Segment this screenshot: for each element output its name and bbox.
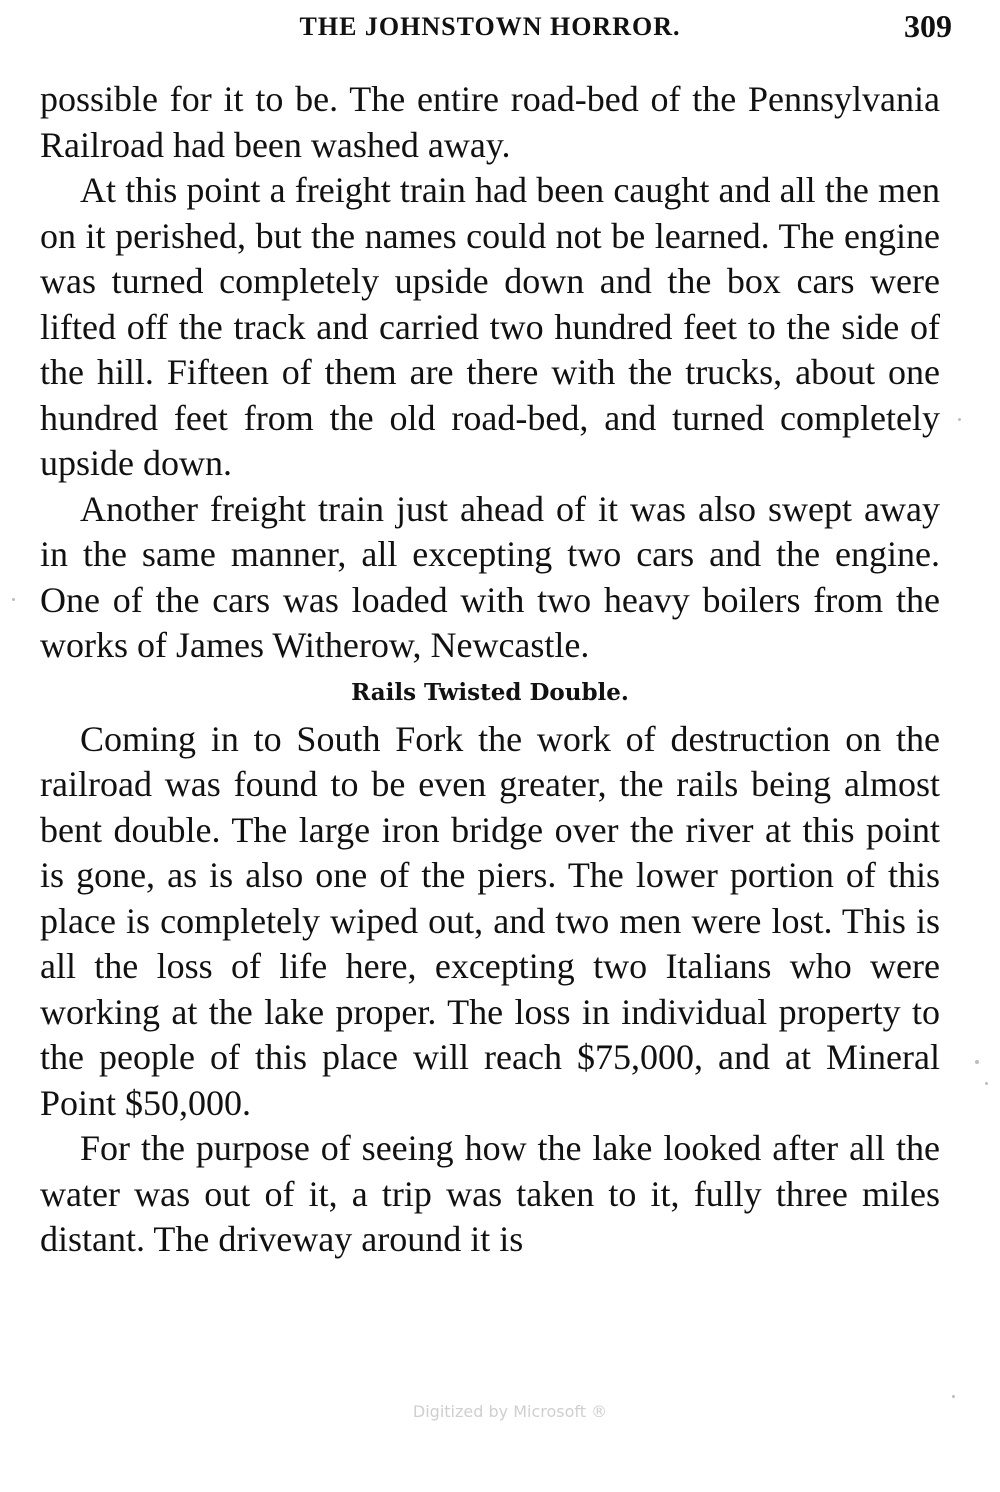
section-subheading: Rails Twisted Double. [351, 678, 629, 706]
watermark: Digitized by Microsoft ® [412, 1402, 608, 1421]
paragraph-continued: possible for it to be. The entire road-bed of the Pennsylvania Railroad had been washed away. [40, 79, 940, 165]
page-number: 309 [904, 8, 952, 44]
scan-speck [12, 598, 15, 601]
scan-speck [985, 1082, 988, 1085]
body-text [40, 77, 940, 1263]
paragraph-freight-train: At this point a freight train had been caught and all the men on it perished, but the names could not be learned. The engine was turned completely upside down and the box cars were lifted off the track and carried two hundred feet to the side of the hill. Fifteen of them are there with the trucks, about one hundred feet from the old road-bed, and turned completely upside down. [40, 170, 940, 483]
paragraph-south-fork: Coming in to South Fork the work of destruction on the railroad was found to be even greater, the rails being almost bent double. The large iron bridge over the river at this point is gone, as is also one of the piers. The lower portion of this place is completely wiped out, and two men were lost. This is all the loss of life here, excepting two Italians who were working at the lake proper. The loss in individual property to the people of this place will reach $75,000, and at Mineral Point $50,000. [40, 718, 940, 1123]
scan-speck [952, 1395, 955, 1398]
running-title: THE JOHNSTOWN HORROR. [299, 12, 681, 41]
running-head [40, 8, 952, 48]
scan-speck [958, 418, 961, 421]
scan-speck [975, 1060, 979, 1064]
paragraph-lake-trip: For the purpose of seeing how the lake looked after all the water was out of it, a trip was taken to it, fully three miles distant. The driveway around it is [40, 1128, 940, 1259]
paragraph-another-train: Another freight train just ahead of it was also swept away in the same manner, all excepting two cars and the engine. One of the cars was loaded with two heavy boilers from the works of James Witherow, Newcastle. [40, 488, 940, 665]
book-page [40, 0, 952, 1492]
